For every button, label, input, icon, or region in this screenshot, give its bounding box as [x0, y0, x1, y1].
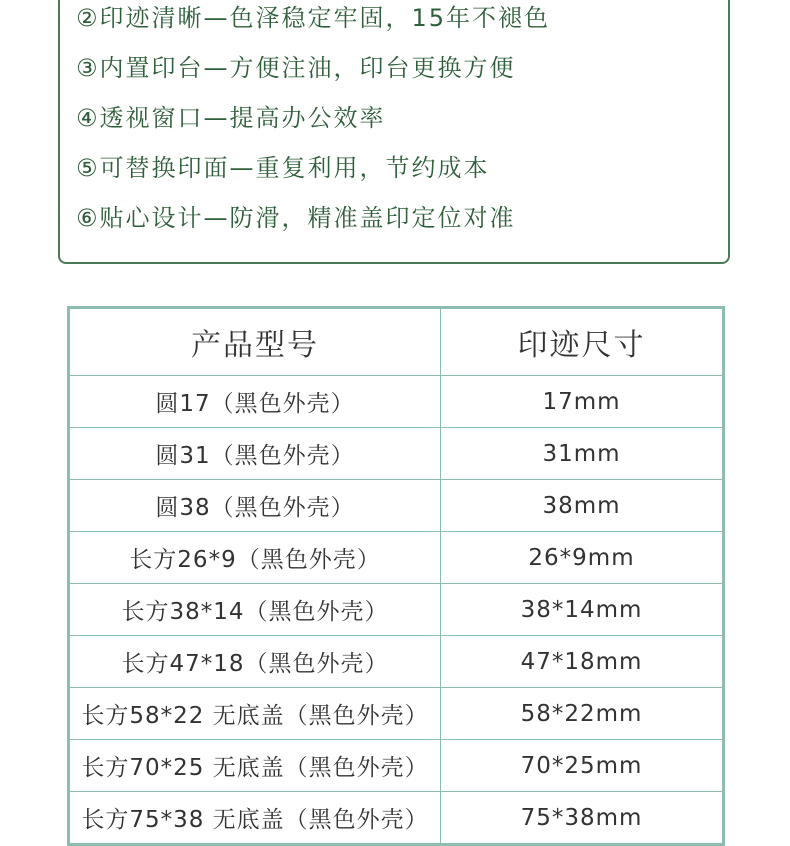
cell-model: 长方26*9（黑色外壳） — [69, 532, 441, 584]
cell-model: 长方58*22 无底盖（黑色外壳） — [69, 688, 441, 740]
cell-size: 26*9mm — [441, 532, 724, 584]
cell-size: 38*14mm — [441, 584, 724, 636]
cell-size: 17mm — [441, 376, 724, 428]
feature-item-6: ⑥贴心设计—防滑，精准盖印定位对准 — [76, 204, 516, 232]
table-row — [69, 792, 724, 845]
cell-model: 圆38（黑色外壳） — [69, 480, 441, 532]
cell-size: 58*22mm — [441, 688, 724, 740]
table-row — [69, 480, 724, 532]
cell-size: 75*38mm — [441, 792, 724, 845]
cell-size: 70*25mm — [441, 740, 724, 792]
table-row — [69, 688, 724, 740]
feature-item-2: ②印迹清晰—色泽稳定牢固，15年不褪色 — [76, 4, 551, 32]
cell-model: 长方38*14（黑色外壳） — [69, 584, 441, 636]
header-product-model: 产品型号 — [69, 308, 441, 376]
cell-size: 47*18mm — [441, 636, 724, 688]
table-header-row — [69, 308, 724, 376]
table-row — [69, 740, 724, 792]
feature-item-3: ③内置印台—方便注油，印台更换方便 — [76, 54, 516, 82]
table-row — [69, 428, 724, 480]
feature-item-5: ⑤可替换印面—重复利用，节约成本 — [76, 154, 490, 182]
table-row — [69, 532, 724, 584]
cell-model: 长方47*18（黑色外壳） — [69, 636, 441, 688]
cell-model: 长方70*25 无底盖（黑色外壳） — [69, 740, 441, 792]
table-row — [69, 636, 724, 688]
feature-item-4: ④透视窗口—提高办公效率 — [76, 104, 386, 132]
spec-table — [67, 306, 725, 846]
cell-size: 31mm — [441, 428, 724, 480]
cell-model: 长方75*38 无底盖（黑色外壳） — [69, 792, 441, 845]
cell-model: 圆17（黑色外壳） — [69, 376, 441, 428]
cell-size: 38mm — [441, 480, 724, 532]
table-row — [69, 584, 724, 636]
cell-model: 圆31（黑色外壳） — [69, 428, 441, 480]
table-row — [69, 376, 724, 428]
header-imprint-size: 印迹尺寸 — [441, 308, 724, 376]
